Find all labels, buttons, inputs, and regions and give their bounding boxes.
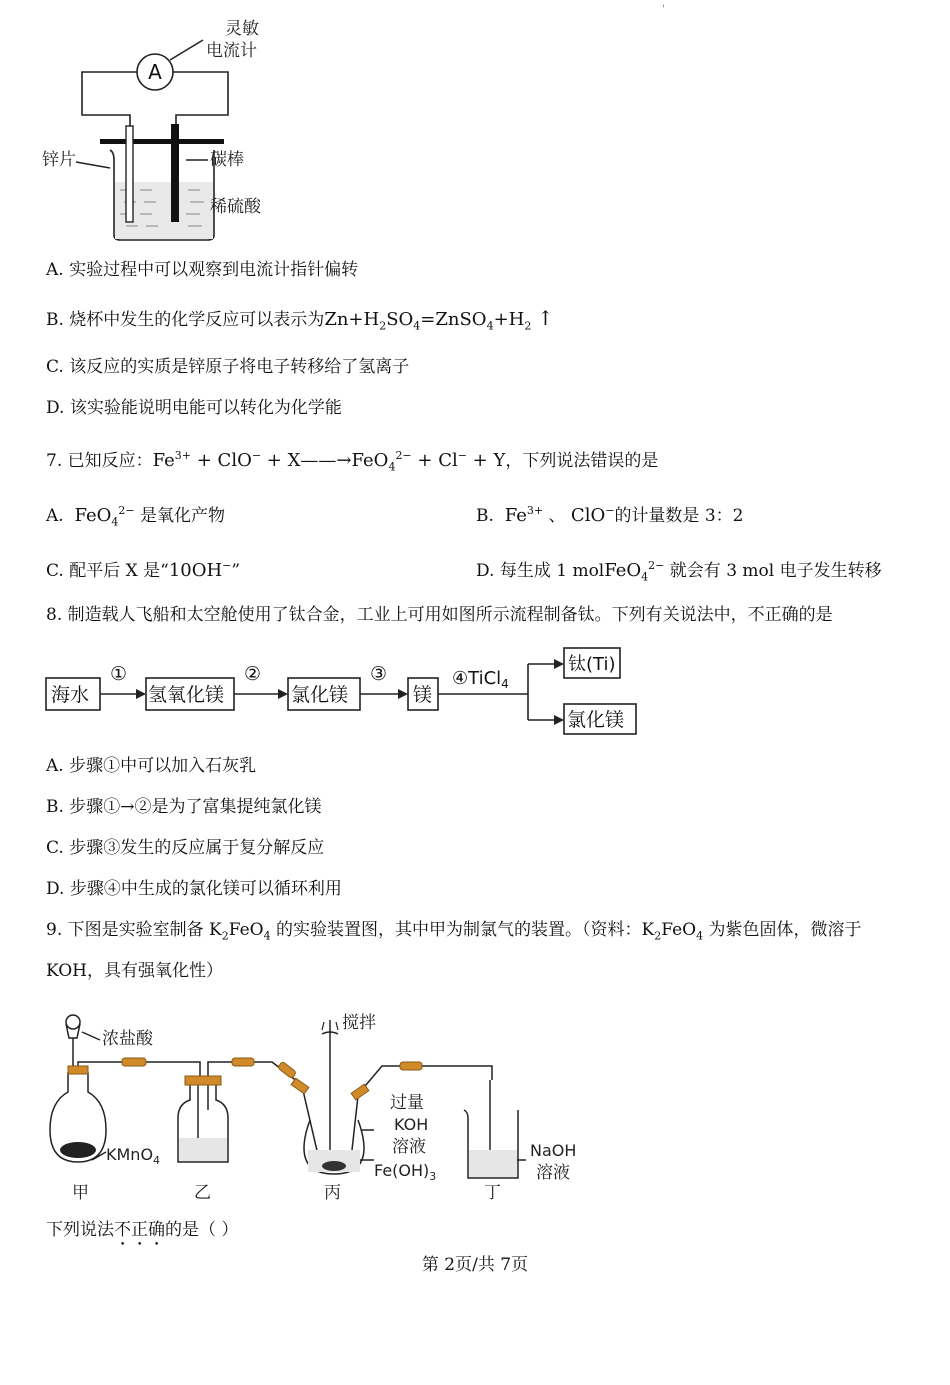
q7-option-d: D. 每生成 1 molFeO$_4^{2-}$ 就会有 3 mol 电子发生转移: [476, 559, 882, 584]
flow-step-2: ②: [244, 663, 262, 685]
naoh-solution-label: 溶液: [536, 1163, 570, 1183]
flow-box-mgoh2: 氢氧化镁: [148, 684, 225, 706]
q9-stem-line2: KOH，具有强氧化性）: [46, 961, 224, 981]
titanium-flow-chart: [40, 642, 650, 742]
ammeter-symbol: A: [148, 60, 162, 84]
q8-option-d: D. 步骤④中生成的氯化镁可以循环利用: [46, 879, 342, 899]
q6-option-a: A. 实验过程中可以观察到电流计指针偏转: [46, 260, 359, 280]
q7-stem: 7. 已知反应：$Fe^{3+} + ClO^-$ + X——→FeO$_4^{2-}$ + Cl− + Y，下列说法错误的是: [46, 449, 659, 474]
carbon-label: 碳棒: [210, 150, 244, 170]
flow-step-3: ③: [370, 663, 388, 685]
acid-label: 稀硫酸: [210, 197, 261, 217]
meter-label-line1: 灵敏: [225, 19, 259, 39]
emphasis-not-correct: 不正确: [114, 1220, 165, 1240]
q6-option-c: C. 该反应的实质是锌原子将电子转移给了氢离子: [46, 357, 410, 377]
q7-option-a: A. FeO$_4^{2-}$ 是氧化产物: [46, 504, 226, 529]
flow-box-mg: 镁: [413, 684, 433, 706]
flow-step-4: ④TiCl$_4$: [452, 668, 509, 691]
page-footer: 第 2页/共 7页: [421, 1255, 529, 1275]
q8-stem: 8. 制造载人飞船和太空舱使用了钛合金，工业上可用如图所示流程制备钛。下列有关说法中，不正确的是: [46, 605, 833, 625]
q7-option-b: B. $Fe^{3+}$ 、 ClO−的计量数是 3：2: [476, 504, 744, 526]
q7-option-c: C. 配平后 X 是“10OH−”: [46, 559, 241, 581]
excess-label: 过量: [390, 1093, 424, 1113]
flow-box-mgcl2: 氯化镁: [291, 684, 349, 706]
q6-option-d: D. 该实验能说明电能可以转化为化学能: [46, 398, 342, 418]
q8-option-b: B. 步骤①→②是为了富集提纯氯化镁: [46, 797, 322, 817]
koh-solution-label: 溶液: [392, 1137, 426, 1157]
kmno4-label: KMnO$_4$: [106, 1145, 161, 1167]
flow-output-titanium: 钛(Ti): [568, 654, 616, 675]
feoh3-label: $Fe(OH)_3$: [374, 1161, 437, 1183]
flow-step-1: ①: [110, 663, 128, 685]
stir-label: 搅拌: [342, 1013, 376, 1033]
apparatus-label-yi: 乙: [194, 1183, 211, 1203]
stray-mark: ': [662, 4, 665, 15]
apparatus-label-jia: 甲: [72, 1183, 89, 1203]
apparatus-label-bing: 丙: [324, 1183, 341, 1203]
q8-option-a: A. 步骤①中可以加入石灰乳: [46, 756, 257, 776]
k2feo4-apparatus-figure: [40, 1000, 600, 1210]
zinc-label: 锌片: [42, 150, 76, 170]
galvanic-cell-figure: [40, 10, 300, 250]
meter-label-line2: 电流计: [206, 41, 257, 61]
q8-option-c: C. 步骤③发生的反应属于复分解反应: [46, 838, 325, 858]
q6-option-b: B. 烧杯中发生的化学反应可以表示为$Zn+H_2SO_4=ZnSO_4+H_2$ ↑: [46, 306, 554, 333]
koh-label: KOH: [394, 1115, 429, 1134]
q9-question: 下列说法不正确的是（ ）: [46, 1220, 239, 1240]
flow-box-seawater: 海水: [51, 684, 90, 706]
apparatus-label-ding: 丁: [484, 1183, 501, 1203]
flow-output-mgcl2: 氯化镁: [567, 709, 625, 731]
conc-hcl-label: 浓盐酸: [102, 1029, 153, 1049]
naoh-label: NaOH: [530, 1141, 577, 1160]
q9-stem-line1: 9. 下图是实验室制备 $K_2FeO_4$ 的实验装置图，其中甲为制氯气的装置。（资料：$K_2FeO_4$ 为紫色固体，微溶于: [46, 920, 862, 943]
